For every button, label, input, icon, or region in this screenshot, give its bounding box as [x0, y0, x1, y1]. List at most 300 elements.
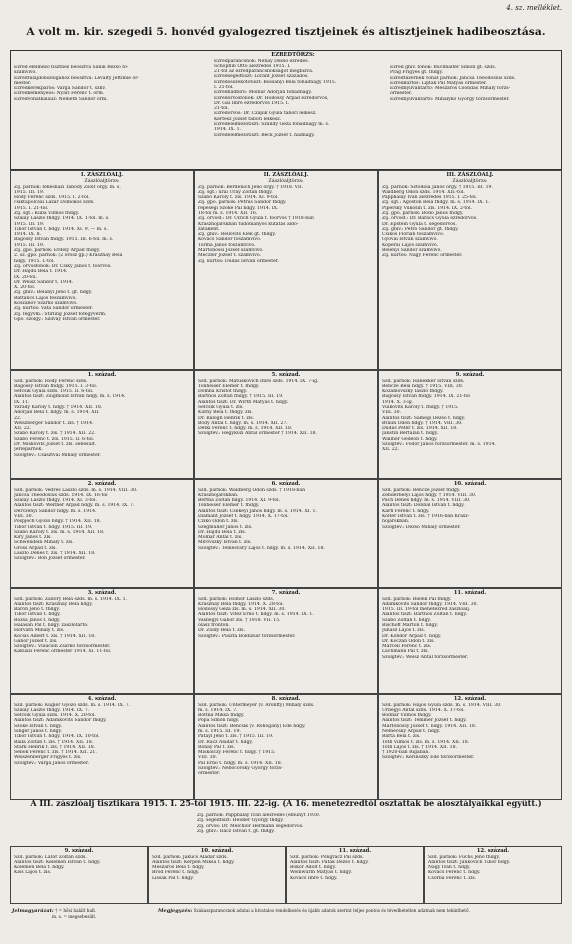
- company-line: XII. 22.: [382, 447, 400, 453]
- company-line: Alantos tiszt: Krasznay Béla hdgy.: [14, 601, 93, 607]
- battalion-line: Zlj. orvosf.: Dr. Ulrich Gyula t. főorvos † 1918-ban: [198, 216, 314, 222]
- section-three-line: Zlj. ghiv.: Rácz István t. gt. fhdgy.: [197, 828, 275, 834]
- company-line: Szolgtev.: Kerinszky Ede törzsőrmester.: [382, 755, 475, 761]
- battalion-staff-title: Zászlóaljtörzs:: [268, 178, 304, 184]
- company-line: Szd. parnok: Vedres László szds. m. s. 1914. VIII. 30.: [14, 487, 138, 493]
- company-line: Rózsa János t. hdgy.: [14, 617, 61, 623]
- staff-line: I. 21-től.: [214, 84, 234, 90]
- company-line: László Dénes t. zls. † 1914. XII. 18.: [14, 551, 96, 557]
- staff-line: Dr. Gál Imre ezredorvos 1915. I.: [214, 100, 290, 106]
- company-line: Várady Károly t. hdgy. † 1914. XII. 18.: [14, 404, 103, 410]
- small-company-box: [286, 846, 424, 904]
- company-line: Kocsis Albert t. zls. † 1914. XII. 18.: [14, 633, 96, 639]
- battalion-title: III. ZÁSZLÓALJ.: [446, 172, 494, 178]
- company-line: Lachmann Pál t. zls.: [382, 649, 429, 655]
- company-line: Miskolczy Ferenc t. hdgy. † 1915.: [198, 750, 276, 756]
- battalion-line: Martonossi József számvivő.: [198, 248, 264, 254]
- company-line: Popa Simon hdgy.: [198, 718, 240, 724]
- staff-line: 21-től.: [214, 106, 229, 112]
- battalion-line: Dr. Epstein Gyula t. segédorvos.: [382, 221, 457, 227]
- company-line: Szabó Károly t. zls. m. s. 1914. XII. 18.: [14, 529, 105, 535]
- company-line: Bischoff Márton t. hdgy.: [382, 622, 438, 628]
- company-line: Kozamovszky Iászló fhdgy.: [382, 389, 444, 395]
- company-line: Szd. parnok: Bencze József fhdgy.: [382, 487, 461, 493]
- battalion-line: repesegi Szőke Pál hdgy. 1914. IX.: [198, 205, 279, 211]
- company-line: Szolgtev.: Weisz Antal törzsőrmester.: [382, 654, 469, 660]
- company-line: Urbegyi Antal szds. 1914. X. 17-től.: [382, 707, 465, 713]
- company-line: Tonheiser Elemér t. fhdgy.: [198, 503, 260, 509]
- small-company-box: [10, 846, 148, 904]
- company-line: Weinwurm Mátyás t. hdgy.: [290, 870, 352, 876]
- company-line: Szd. parnok: Zádory Béla szds. m. s. 1914. IX. 1.: [14, 596, 128, 602]
- battalion-line: 1915. III. 19.: [14, 189, 45, 195]
- company-line: Martonossy József t. hdgy. 1914. XII. 18.: [382, 723, 477, 729]
- company-line: nojarskban.: [382, 519, 410, 525]
- company-line: Szabó Ferenc t. zls. 1915. II. 6-tól.: [14, 436, 95, 442]
- company-line: VIII. 30.: [198, 755, 217, 761]
- battalion-line: Zlj. gpo. parnok: Petrus Sándor fhdgy.: [198, 200, 287, 206]
- battalion-line: Bagossy István fhdgy. 1915. III. 6-tól. m. s.: [14, 237, 114, 243]
- company-line: Bencze Béla hdgy. † 1915. VIII. 30.: [382, 383, 464, 389]
- battalion-line: Zlj. kürtös: Dudás István őrmester.: [198, 258, 279, 264]
- company-line: Patayl Jenő t. zls. † 1915. III. 19.: [198, 734, 274, 740]
- company-title: 5. század.: [271, 372, 301, 378]
- legend: [12, 908, 132, 919]
- company-line: őrmester.: [198, 771, 221, 777]
- battalion-line: Zlj. gpo. parnok: Bodó János fhdgy.: [382, 210, 464, 216]
- battalion-line: Zlj. sgt.: Kuba Vilmos fhdgy.: [14, 210, 80, 216]
- battalion-line: Waldberg Ödön szds. 1914. XII.-től.: [382, 189, 465, 195]
- battalion-line: 2. sz. gpo. parnok: (2 orosz gp.) Krasznay Béla: [14, 253, 123, 259]
- battalion-staff-title: Zászlóaljtörzs:: [84, 178, 120, 184]
- company-line: Alantos tiszt: Kelemen István t. hdgy.: [14, 859, 101, 865]
- company-box: [10, 370, 194, 479]
- company-box: [194, 694, 378, 800]
- company-box: [378, 694, 562, 800]
- battalion-line: Papphalay Iván alezredes 1915. I. 25-től.: [382, 195, 478, 201]
- company-line: IX. 11.: [14, 399, 30, 405]
- company-line: Szegmüller János t. zls.: [198, 524, 253, 530]
- company-line: Vasbegyi Gábor zls. † 1918. VII. 15.: [198, 617, 281, 623]
- company-line: Bagossy István fhdgy. 1914. IX. 21-től: [382, 394, 470, 400]
- company-line: Domba Kristóf fhdgy.: [198, 389, 248, 395]
- staff-line: Ezredorvos: Dr. Czapik Gyula tábori lelkész.: [214, 111, 317, 117]
- company-title: 10. század.: [200, 848, 234, 854]
- battalion-line: Zlj. parnok: Berdenich Jenő őrgy. † 1918. VII.: [198, 184, 304, 190]
- battalion-line: Zlj. sgt.: Ágoston Béla fhdgy. m. s. 1914. IX. 1.: [382, 200, 490, 206]
- company-line: 22.: [14, 415, 22, 421]
- staff-line: Ezrednyilvántartó: Mihálykó György törzsőrmester.: [390, 96, 510, 102]
- staff-line: Ezredsegédtiszt: Loránt József százados.: [214, 74, 309, 80]
- legend-label: Jelmagyarázat:: [12, 908, 54, 914]
- company-line: Tóth Lajos t. zls. † 1914. XII. 18.: [382, 744, 457, 750]
- company-line: Gábor József t. zls.: [14, 638, 58, 644]
- company-line: Molnár Antal t. zls.: [198, 535, 243, 541]
- company-title: 6. század.: [271, 481, 301, 487]
- company-title: 11. század.: [338, 848, 372, 854]
- company-line: Halasán Pál t. hdgy. zászlótartó.: [14, 622, 89, 628]
- company-line: Szőke István t. hdgy.: [14, 723, 63, 729]
- battalion-line: Szalay László fhdgy. 1914. IX. 1-től. m. s.: [14, 216, 110, 222]
- company-line: m. s. 1914. IX. 7.: [198, 707, 238, 713]
- company-line: Szd. parnok: Matuskovich Imre szds. 1914. IX. 7-ig.: [198, 378, 319, 384]
- company-line: Karfi Ferenc t. hdgy.: [382, 508, 430, 514]
- battalion-line: 1915. I. 21-től.: [14, 205, 49, 211]
- company-line: Szolgtev.: Dezső Mihály őrmester.: [382, 524, 461, 530]
- company-line: Tibor István t. hdgy.: [14, 612, 61, 618]
- company-line: Alantos tiszt: Dobbal István t. hdgy.: [382, 503, 465, 509]
- company-line: Detki Ferenc t. hdgy. m. s. 1914. XII. 18.: [198, 426, 293, 432]
- company-line: Balla Zoltán t. zls. † 1914. XII. 18.: [14, 739, 94, 745]
- company-line: Szabó Zoltán t. hdgy.: [382, 617, 431, 623]
- company-line: Dr. Zöldy Béla t. zls.: [198, 628, 245, 634]
- regiment-staff-title: EZREDTÖRZS:: [271, 52, 315, 58]
- company-line: Tóth Vilmos t. zls. m. s. 1914. XII. 18.: [382, 739, 470, 745]
- company-line: Csorba Ferenc t. zls.: [428, 875, 477, 881]
- battalion-box: [194, 170, 378, 370]
- company-line: Sefcsik Gyula szds. 1915. II. 6-tól.: [14, 389, 94, 395]
- company-title: 8. század.: [271, 696, 301, 702]
- small-company-box: [148, 846, 286, 904]
- section-three-staff: [194, 812, 394, 844]
- company-line: Szd. parnok: Hódy Ferenc szds.: [14, 378, 88, 384]
- company-line: m. s. 1915. III. 19.: [198, 728, 241, 734]
- company-line: Alantos tiszt: Barthos Zoltán t. hdgy.: [382, 612, 468, 618]
- regiment-left-list: [11, 51, 187, 169]
- company-line: Szolgtev.: Hegyközi Antal őrmester † 1914. XII. 18.: [198, 431, 317, 437]
- company-line: Rónay Pál t. zls.: [198, 744, 236, 750]
- company-line: Vulkovits Károly t. fhdgy. † 1915.: [382, 404, 459, 410]
- company-line: Dr. Miskovits József t. zls. sebesült.: [14, 442, 97, 448]
- company-line: Alantos tiszt: Csekeyi János hdgy. m. s. 1914. XI. 1.: [198, 508, 317, 514]
- company-line: Szalay László fhdgy. 1914. XI. 3-tól.: [14, 498, 97, 504]
- company-line: Szolgtev.: Nebocovsky György törzs-: [198, 766, 283, 772]
- company-line: Alantos tiszt: Sámegi Dezső t. hdgy.: [382, 415, 466, 421]
- company-line: Ádámkovits Sándor fhdgy. 1914. VIII. 30.: [382, 601, 478, 607]
- company-line: Bodnár Vilmos fhdgy.: [382, 713, 432, 719]
- company-title: 10. század.: [453, 481, 487, 487]
- battalion-box: [378, 170, 562, 370]
- company-line: Bagossy István fhdgy. 1915. I. 3-tól.: [14, 383, 98, 389]
- company-line: Szolgtev.: Fodor János törzsőrmester. m. s. 1914.: [382, 442, 496, 448]
- staff-line: számvivő.: [14, 70, 37, 76]
- company-title: 3. század.: [87, 590, 117, 596]
- company-line: Pach Dénes hdgy. m. s. 1914. VIII. 30.: [382, 498, 471, 504]
- company-line: Alantos tiszt: Dr. Wirth Mátyás t. hdgy.: [198, 399, 289, 405]
- company-line: Pál Ernő t. hdgy. m. s. 1914. XII. 18.: [198, 760, 283, 766]
- battalion-line: Csikós Flórián főszámvivő.: [382, 232, 445, 238]
- company-title: 12. század.: [476, 848, 510, 854]
- company-line: Dr. Rácz Aladár t. hdgy.: [198, 739, 253, 745]
- battalion-line: Gyovai István számvivő.: [382, 237, 438, 243]
- company-line: Dr. Kóczán Ödön t. zls.: [382, 638, 435, 644]
- battalion-line: 1915. III. 19.: [14, 242, 45, 248]
- battalion-line: Hódy Ferenc szds. 1915. I. 2-től.: [14, 195, 90, 201]
- company-line: Szd. parnok: Hajós Gyula szds. m. s. 1914. VIII. 30.: [382, 702, 502, 708]
- company-line: Wallner Gedeon t. hdgy.: [382, 436, 438, 442]
- company-line: Sebők Ferenc t. zls. † 1914. XII. 21.: [14, 750, 97, 756]
- company-line: Diamant József t. hdgy. 1914. X. 17-től.: [198, 513, 289, 519]
- section-three-line: Zlj. orvos: Dr. Melchior Hermann segédorvos.: [197, 823, 304, 829]
- battalion-line: Zlj. ghiv.: Bellovits Elek gt. fhdgy.: [198, 232, 276, 238]
- staff-line: őrmester.: [390, 91, 413, 97]
- battalion-line: Zlj. kürtös: Nagy Ferenc őrmester.: [382, 253, 463, 259]
- company-box: [194, 370, 378, 479]
- battalion-staff-title: Zászlóaljtörzs:: [452, 178, 488, 184]
- company-line: olasz fronton.: [198, 622, 230, 628]
- company-title: 4. század.: [87, 696, 117, 702]
- battalion-line: zataként.: [198, 226, 220, 232]
- company-line: Jancsa Theodosius szds. 1914. IX. 16-tól: [14, 492, 108, 498]
- company-line: Szd. parnok: Hanekker István szds.: [382, 378, 465, 384]
- company-line: Jerleparnok.: [14, 447, 43, 453]
- battalion-line: 1914. IX. 8.: [14, 232, 41, 238]
- note-label: Megjegyzés:: [158, 908, 193, 914]
- company-line: Derczényi Sándor hdgy. m. s. 1914.: [14, 508, 97, 514]
- company-line: Mészáros Béla t. hdgy.: [152, 865, 205, 871]
- company-line: Barta Béla t. zls.: [382, 734, 421, 740]
- company-line: Welszberger Sándor t. zls. † 1914.: [14, 420, 94, 426]
- staff-line: Ezredtüzérnek vonat parnok: Jancsa Theodosius szds.: [390, 75, 516, 81]
- staff-line: Ezred ghiv. főnök: Buchhalter Simon gt. szds.: [390, 65, 497, 70]
- battalion-line: csiktapolcsai Lázár Domokos szds.: [14, 200, 95, 206]
- company-line: Szolgtev.: Puszta Boldizsár törzsőrmester.: [198, 633, 296, 639]
- battalion-line: Koszanov Szarkó számvivő.: [14, 301, 78, 307]
- staff-line: Ezredorvosfőnök: Dr. Hollóssy Árpád ezredorvos,: [214, 95, 329, 101]
- battalion-line: Zlj. ghiv.: Petró Sándor gt. fhdgy.: [382, 226, 459, 232]
- company-line: XII. 22.: [14, 426, 32, 432]
- battalion-line: Belenyi Sándor számvivő.: [382, 248, 442, 254]
- company-box: [10, 694, 194, 800]
- company-line: Sefcsik Gyula t. zls.: [198, 404, 244, 410]
- company-line: Bokor Adolf t. hdgy.: [290, 865, 337, 871]
- company-line: Bottka Miksa fhdgy.: [198, 713, 245, 719]
- company-line: Kuthy Béla t. fhdgy. zls.: [198, 410, 253, 416]
- company-line: VIII. 30.: [382, 410, 401, 416]
- company-box: [194, 479, 378, 588]
- battalion-box: [10, 170, 194, 370]
- battalion-line: Torma János főszámvivő.: [198, 242, 256, 248]
- staff-line: Prág Frigyes gt. fhdgy.: [390, 70, 444, 76]
- company-line: Szd. parnok: Pongrácz Pál szds.: [290, 854, 364, 860]
- company-line: VIII. 30.: [14, 513, 33, 519]
- staff-line: Schöpflin Ottó alezredes 1915. I.: [214, 63, 291, 69]
- company-line: Juhász Lajos t. zls.: [382, 628, 426, 634]
- section-three-line: Zlj. parnok: Papphalay Iván alezredes (elhunyt 1930.: [197, 813, 321, 818]
- staff-line: Ezredösszekötőtiszt: Bossányi Béla főhadnagy 1915.: [214, 79, 337, 85]
- company-line: Szd. parnok: Untermeyer (v. Áronffy) Mihály szds.: [198, 702, 315, 708]
- battalion-line: Krasznojarskban tudományos kutatás áldo-: [198, 221, 299, 227]
- company-line: Alantos tiszt: Kerpen Miksa t. hdgy.: [152, 859, 235, 865]
- company-line: Hódossy Géza zls. m. s. 1914. XII. 30.: [198, 607, 286, 613]
- company-line: Gross Árpád t. zls.: [14, 545, 57, 551]
- company-line: Dudás Péter t. zls. 1914. XII. 18.: [382, 426, 458, 432]
- battalion-line: Zlj. fegyvm.: Stirling József főfegyverm.: [14, 311, 107, 317]
- company-line: Kolemen Béla t. hdgy.: [14, 865, 65, 871]
- company-line: Bertha Zoltán hdgy. 1914. XI. 9-től.: [198, 498, 281, 504]
- company-line: Bród Ferenc t. hdgy.: [152, 870, 200, 876]
- company-line: Szalay László fhdgy. 1914. IX. 7.: [14, 707, 90, 713]
- company-title: 1. század.: [87, 372, 117, 378]
- company-line: Szolgtev.: Temesváry Lajos t. hdgy. m. s. 1914. XII. 18.: [198, 545, 325, 551]
- company-line: Dr. Hajdú Béla t. zls.: [198, 529, 247, 535]
- company-line: Stark Henrik t. zls. † 1914. XII. 18.: [14, 744, 96, 750]
- company-line: Braun Ödön hdgy. † 1914. VIII. 30.: [382, 420, 463, 426]
- legend-dead: † = hősi halált halt.: [55, 908, 97, 913]
- company-line: Alantos tiszt: Welther Árpád hdgy. m. s. 1914. IX. 7.: [14, 503, 135, 509]
- company-line: Bődy Antal t. hdgy. m. s. 1914. XII. 27.: [198, 420, 288, 426]
- company-line: Janstin Bertalan t. hdgy.: [382, 431, 439, 437]
- battalion-line: Pipersky Vukosin t. zls. 1914. IX. 2-től.: [382, 205, 472, 211]
- battalion-line: Zlj. ghiv.: Belányi Jenő t. gt. hdgy.: [14, 290, 93, 296]
- company-line: Tonheiser Elemér t. fhdgy.: [198, 383, 260, 389]
- staff-line: Ezredkerékpáros: Varga Sándor t. szkv.: [14, 86, 106, 92]
- company-box: [10, 588, 194, 694]
- company-line: Tibor István t. hdgy. 1914. IX. 10-től.: [14, 734, 100, 740]
- battalion-line: Tibor István t. hdgy. 1914. XI. 9. — m. s.: [14, 226, 108, 232]
- company-line: Kolter István t. zls. † 1916-ban Krasz-: [382, 513, 470, 519]
- staff-line: 21-től az ezredparancsnokságot megbízva.: [214, 69, 314, 75]
- company-line: Szolgtev.: Vlaucsin Zsarkó törzsőrmester.: [14, 644, 111, 650]
- battalion-line: Zlj. sgt.: urai Uray Zoltán fhdgy.: [198, 189, 273, 195]
- company-line: Kovács Imre t. hdgy.: [290, 875, 338, 881]
- company-line: Nagy Iván t. hdgy.: [428, 865, 471, 871]
- company-line: Krasznay Béla fhdgy. 1914. X. 28-tól.: [198, 601, 284, 607]
- company-line: Alantos tiszt: Ádámkovits Sándor fhdgy.: [14, 718, 107, 724]
- battalion-title: I. ZÁSZLÓALJ.: [81, 172, 123, 178]
- staff-line: Ezredélelmezőtiszt: Szandy Géza főhadnagy m. s.: [214, 122, 330, 128]
- battalion-line: Dr. Hajdú Béla t. 1914.: [14, 269, 68, 275]
- company-line: Kakuszi Ferenc őrmester 1914. XI. 11-től.: [14, 649, 112, 655]
- small-company-box: [424, 846, 562, 904]
- staff-line: 1914. IX. 1.: [214, 127, 241, 133]
- company-line: Kovács Ferenc t. hdgy.: [428, 870, 481, 876]
- staff-line: Kertész József tábori lelkész.: [214, 116, 282, 122]
- regiment-right-list: [387, 51, 562, 169]
- staff-line: Ezredélelmezőtiszt: Beck József t. hadnagy.: [214, 132, 315, 138]
- legend-wounded: m. s. = megsebesült.: [52, 914, 97, 919]
- company-line: Weiszenberger Frigyes t. zls.: [14, 755, 82, 761]
- company-box: [378, 370, 562, 479]
- company-line: Alantos tiszt: Bencsik (v. Rohogány) Ede hdgy.: [198, 723, 306, 729]
- battalion-line: Battancs Lajos fészámvivő.: [14, 295, 77, 301]
- battalion-line: hdgy. 1915. I.-től.: [14, 258, 55, 264]
- company-line: Szolgtev.: Bőn József őrmester.: [14, 556, 86, 562]
- section-three-line: Zlj. segédtiszt: Heidler György fhdgy.: [197, 818, 284, 824]
- battalion-line: X. 20-tól.: [14, 285, 36, 291]
- company-line: Nemecsky Árpád t. hdgy.: [382, 728, 441, 734]
- page-tag: 4. sz. melléklet.: [506, 4, 562, 12]
- company-line: Barthos Zoltán fhdgy. † 1915. III. 19.: [198, 394, 284, 400]
- battalion-line: Kovács Sándor főszámvivő.: [198, 237, 262, 243]
- staff-line: Ezredkéményeös: Nyári Ferenc t. őrm.: [14, 91, 105, 97]
- staff-line: Ezredhadbíró: Molnár Adorján főhadnagy.: [214, 90, 312, 96]
- company-title: 9. század.: [64, 848, 94, 854]
- company-box: [378, 479, 562, 588]
- battalion-line: Zlj. parnok: Sztodola János őrgy. † 1915. III. 19.: [382, 184, 493, 190]
- company-title: 12. század.: [453, 696, 487, 702]
- battalion-line: Meczler József t. számvivő.: [198, 253, 262, 259]
- battalion-line: Szabó Károly t. zls. 1914. XI. 9-től.: [198, 195, 279, 201]
- company-line: Szd. parnok: Bielek Pál fhdgy.: [382, 596, 452, 602]
- regiment-staff-center: [211, 51, 375, 169]
- staff-line: Ezredtulajdonszolgához beosztva: Léválty Jeftimie őr-: [14, 75, 139, 81]
- company-line: Singer János t. hdgy.: [14, 728, 63, 734]
- battalion-line: Zlj. orvosf.: Dr. Baracs Gyula ezredorvos.: [382, 216, 478, 222]
- company-line: Dr. Balogh Henrik t. zls.: [198, 415, 255, 421]
- staff-line: Ezred élelmező tiszthez beosztva Sánik Rezső fő-: [14, 65, 129, 70]
- staff-line: mester.: [14, 80, 32, 86]
- company-line: Mirovszky István t. zls.: [198, 540, 252, 546]
- company-title: 2. század.: [87, 481, 117, 487]
- company-line: Szd. parnok: Fuchs Jenő fhdgy.: [428, 854, 501, 860]
- company-line: Adorján Béla t. hdgy. m. s. 1914. XII.: [14, 410, 100, 416]
- company-line: Baron Jenő t. fhdgy.: [14, 607, 60, 613]
- battalion-line: Dr. Weisz Sándor t. 1914.: [14, 279, 74, 285]
- battalion-title: II. ZÁSZLÓALJ.: [263, 172, 309, 178]
- company-box: [10, 479, 194, 588]
- company-box: [194, 588, 378, 694]
- company-line: Alantos tiszt: Temmer József t. hdgy.: [382, 718, 467, 724]
- company-line: Pospjech Győző hdgy. † 1914. XII. 18.: [14, 519, 102, 525]
- company-line: Dr. Kondor Árpád t. hdgy.: [382, 633, 442, 639]
- company-line: Alantos tiszt: Zsigmond István hdgy. m. s. 1914.: [14, 394, 126, 400]
- company-title: 7. század.: [271, 590, 301, 596]
- staff-line: Ezredvonatkalauz: Németh Sándor őrm.: [14, 96, 108, 102]
- company-line: 1915. III. 19-től menetezred zászlóalj.: [382, 607, 471, 613]
- company-line: Szd. parnok: Kugler Győző szds. m. s. 1914. IX. 7.: [14, 702, 131, 708]
- company-line: Szd. parnok: Waldberg Ödön szds. † 1918-ban: [198, 487, 306, 493]
- staff-line: Ezredparancsnok: Nénay Dezső ezredes.: [214, 58, 310, 64]
- regiment-staff-box: [10, 50, 562, 170]
- company-line: † 1920-ban Rigában.: [382, 750, 430, 756]
- section-three-title: A III. zászlóalj tisztikara 1915. I. 25-től 1915. III. 22-ig. (A 16. menetezredtől osztattak be alosztályaikkal együtt.): [30, 798, 542, 808]
- battalion-line: 18-tól m. s. 1914. XII. 16.: [198, 210, 258, 216]
- battalion-line: Koperai Lajos számvivő.: [382, 242, 439, 248]
- company-line: Czikó Ödön t. zls.: [198, 519, 239, 525]
- battalion-line: Gpo. szolgy.: Szilvay István őrmester.: [14, 316, 101, 322]
- page-title: A volt m. kir. szegedi 5. honvéd gyalogezred tisztjeinek és altisztjeinek hadibeosztása.: [26, 26, 546, 38]
- battalion-line: 1915. III. 19.: [14, 221, 45, 227]
- battalion-line: Zlj. gpo. parnok: Erdély Árpád fhdgy.: [14, 248, 101, 254]
- company-line: Marcell Ferenc t. zls.: [382, 644, 432, 650]
- company-line: Szd. parnok: Homor László szds.: [198, 596, 275, 602]
- company-title: 11. század.: [453, 590, 487, 596]
- company-line: Zenderhelyi Lajos hdgy. † 1914. VIII. 30.: [382, 492, 477, 498]
- company-line: Krasznojarskban.: [198, 492, 239, 498]
- company-line: Lissák Pál t. hdgy.: [152, 875, 194, 881]
- company-line: Szd. parnok: Lator Zoltán szds.: [14, 854, 87, 860]
- company-line: Alantos tiszt: Patak Dezső t. hdgy.: [290, 859, 369, 865]
- company-line: 1914. X. 3-ig.: [382, 399, 414, 405]
- staff-line: Ezrednyilvántartó: Mészáros Csondás Mihály törzs-: [390, 86, 511, 92]
- company-line: Tibor István t. hdgy. 1915. III. 19.: [14, 524, 93, 530]
- company-title: 9. század.: [455, 372, 485, 378]
- battalion-line: Zlj. kürtös: Vata Sándor őrmester.: [14, 306, 93, 312]
- company-line: Szabó Károly t. zls. † 1914. XII. 22.: [14, 431, 96, 437]
- document-page: [8, 4, 564, 932]
- staff-line: Ezredkürtös: Lipták Pál Mátyás őrmester.: [390, 80, 487, 86]
- company-line: Alantos tiszt: Vitéz Ernő t. hdgy. m. s. 1914. IX. 1.: [198, 612, 314, 618]
- company-line: Kiry János t. zls.: [14, 535, 52, 541]
- note: [158, 908, 562, 914]
- company-line: Schwendein Mihály t. zls.: [14, 540, 74, 546]
- company-line: Horváth Mihály t. zls.: [14, 628, 65, 634]
- battalion-line: Zlj. parnok: fekésházi Tabódy Zsolt őrgy. m. s.: [14, 184, 121, 190]
- company-line: Szolgtev.: Varga János őrmester.: [14, 760, 90, 766]
- company-line: Szd. parnok: Jakucs Aladár szds.: [152, 854, 228, 860]
- company-box: [378, 588, 562, 694]
